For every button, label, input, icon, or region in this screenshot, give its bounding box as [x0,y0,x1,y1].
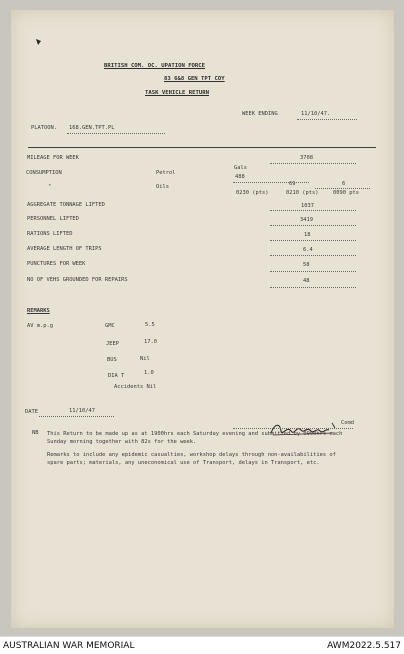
mpg-bus-label: BUS [107,357,117,363]
header-line-1: BRITISH COM. OC. UPATION FORCE [104,63,206,69]
header-line-2: 83 6&8 GEN TPT COY [164,76,225,82]
mpg-gmc-label: GMC [105,323,115,329]
week-ending-value: 11/10/47. [301,111,331,117]
oils-pts-1: 0230 (pts) [236,190,269,196]
aggregate-value: 1037 [301,203,314,209]
punctures-dots [270,271,356,272]
punch-hole-icon [35,38,42,46]
trips-dots [270,255,356,256]
rations-dots [270,240,356,241]
mpg-jeep-value: 17.0 [144,339,157,345]
platoon-value: 168.GEN.TPT.PL [69,125,115,131]
week-ending-label: WEEK ENDING [242,111,278,117]
punctures-value: 58 [303,262,310,268]
footer-reference: AWM2022.5.517 [327,641,401,651]
remarks-mpg-label: AV m.p.g [27,323,53,329]
divider-rule [28,147,376,148]
trips-value: 6.4 [303,247,313,253]
personnel-label: PERSONNEL LIFTED [27,216,79,222]
consumption-label: CONSUMPTION [26,170,62,176]
date-label: DATE [25,409,38,415]
oils-number: 6 [342,181,346,187]
rations-label: RATIONS LIFTED [27,231,73,237]
ditto-mark: " [48,184,52,190]
mileage-label: MILEAGE FOR WEEK [27,155,79,161]
accidents-line: Accidents Nil [114,384,157,390]
oils-label: Oils [156,184,169,190]
aggregate-label: AGGREGATE TONNAGE LIFTED [27,202,105,208]
personnel-value: 3419 [300,217,313,223]
notes-marker: NB [32,430,39,436]
footer-bar [0,636,404,654]
mpg-bus-value: Nil [140,356,150,362]
remarks-heading: REMARKS [27,308,50,314]
mileage-value: 3708 [300,155,313,161]
document-page [11,10,394,628]
note-1: This Return to be made up as at 1900hrs each Saturday evening and submitted by 0900hrs each Sunday morning together with 82s for the week. [47,431,343,445]
oils-pts-3: 0090 pts [333,190,359,196]
date-value: 11/10/47 [69,408,95,414]
mpg-jeep-label: JEEP [106,341,119,347]
petrol-label: Petrol [156,170,176,176]
grounded-dots [270,287,356,288]
gals-label: Gals [234,165,247,171]
platoon-label: PLATOON. [31,125,57,131]
mpg-gmc-value: 5.5 [145,322,155,328]
petrol-value-2: 69 [289,181,296,187]
mpg-diat-value: 1.0 [144,370,154,376]
trips-label: AVERAGE LENGTH OF TRIPS [27,246,102,252]
punctures-label: PUNCTURES FOR WEEK [27,261,86,267]
rations-value: 18 [304,232,311,238]
grounded-label: NO OF VEHS GROUNDED FOR REPAIRS [27,277,128,283]
platoon-dots [67,133,165,134]
note-2: Remarks to include any epidemic casualties, workshop delays through non-availabilities of spare parts; materials, any uneconomical use of Transport, delays in Transport, etc. [47,452,336,466]
personnel-dots [270,225,356,226]
header-line-3: TASK VEHICLE RETURN [145,90,209,96]
aggregate-dots [270,210,356,211]
date-dots [39,416,114,417]
oils-pts-2: 0210 (pts) [286,190,319,196]
mileage-dots [270,163,356,164]
signature-dots [233,428,353,429]
petrol-dots [233,182,309,183]
oils-number-dots [315,188,370,189]
mpg-diat-label: DIA T [108,373,125,379]
petrol-gals-value: 488 [235,174,245,180]
grounded-value: 48 [303,278,310,284]
footer-source: AUSTRALIAN WAR MEMORIAL [3,641,135,651]
week-ending-dots [297,119,357,120]
signature-suffix: Comd [341,420,354,426]
